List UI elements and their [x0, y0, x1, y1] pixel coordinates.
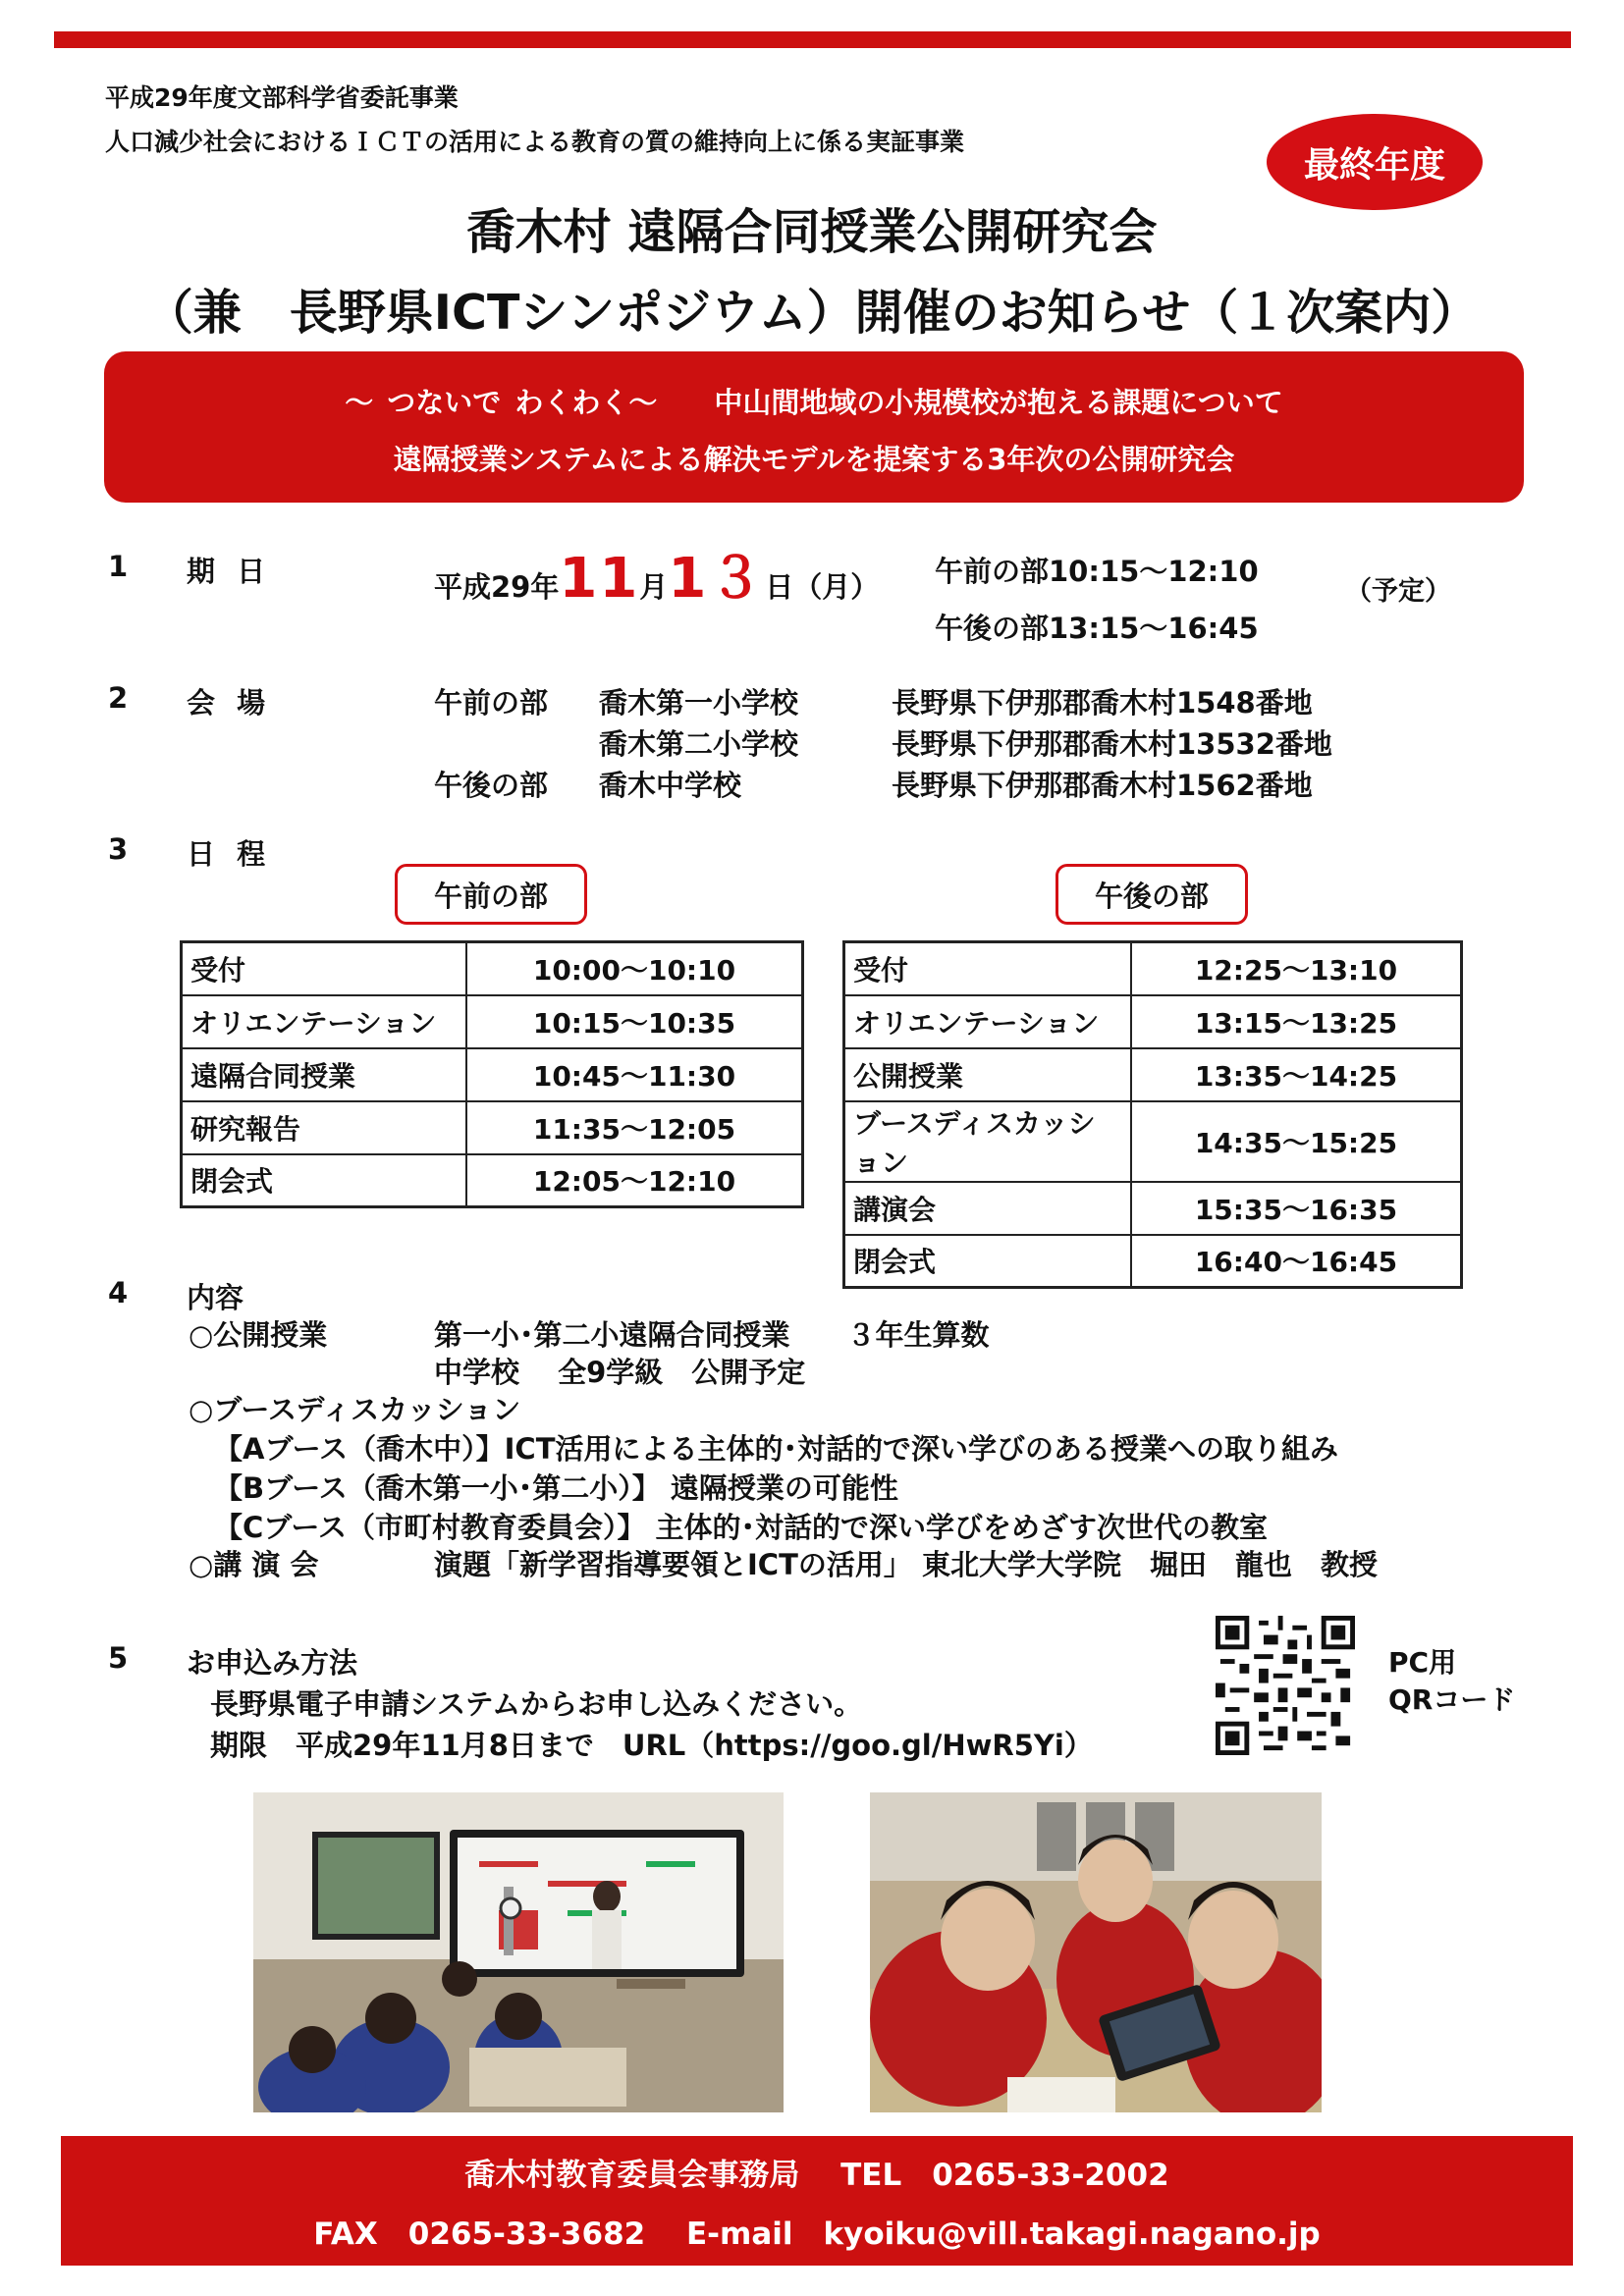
apply-deadline: 期限 平成29年11月8日まで URL（https://goo.gl/HwR5Yi） [210, 1729, 1093, 1762]
table-row [182, 995, 803, 1048]
schedule-time: 10:15～10:35 [466, 995, 803, 1048]
section-2-label: 会 場 [187, 686, 272, 720]
open-class-line-1: 第一小･第二小遠隔合同授業 ３年生算数 [434, 1318, 990, 1352]
schedule-time: 16:40～16:45 [1131, 1235, 1462, 1288]
schedule-time: 13:35～14:25 [1131, 1048, 1462, 1101]
table-row [182, 1154, 803, 1207]
schedule-item: オリエンテーション [844, 995, 1131, 1048]
venue-address: 長野県下伊那郡喬木村1562番地 [892, 769, 1313, 802]
date-month: 11 [559, 547, 640, 611]
schedule-item: 閉会式 [182, 1154, 466, 1207]
schedule-item: 研究報告 [182, 1101, 466, 1154]
schedule-time: 15:35～16:35 [1131, 1182, 1462, 1235]
qr-label-2: QRコード [1388, 1683, 1516, 1716]
open-class-label: ○公開授業 [189, 1318, 328, 1352]
header-subtitle-1: 平成29年度文部科学省委託事業 [105, 83, 459, 112]
pm-time: 午後の部13:15～16:45 [935, 612, 1259, 645]
am-schedule-table [180, 940, 804, 1208]
booth-a: 【Aブース（喬木中）】ICT活用による主体的･対話的で深い学びのある授業への取り組み [214, 1432, 1338, 1466]
pm-schedule-title: 午後の部 [1056, 864, 1248, 925]
classroom-photo-remote-lesson [253, 1792, 784, 2112]
header-subtitle-2: 人口減少社会におけるＩＣＴの活用による教育の質の維持向上に係る実証事業 [105, 128, 965, 156]
event-date [434, 535, 879, 614]
footer-contact-bar [61, 2136, 1573, 2266]
page-title: 喬木村 遠隔合同授業公開研究会 [466, 204, 1158, 260]
footer-fax-email: FAX 0265-33-3682 E-mail kyoiku@vill.takagi.nagano.jp [313, 2216, 1321, 2252]
date-day-unit: 日（月） [765, 570, 880, 604]
schedule-item: 講演会 [844, 1182, 1131, 1235]
banner-line-2: 遠隔授業システムによる解決モデルを提案する3年次の公開研究会 [393, 443, 1235, 476]
date-month-unit: 月 [639, 570, 669, 604]
booth-b: 【Bブース（喬木第一小･第二小）】 遠隔授業の可能性 [214, 1471, 898, 1505]
qr-code-icon[interactable] [1216, 1616, 1355, 1755]
table-row [182, 942, 803, 995]
classroom-photo-tablet-learning [870, 1792, 1322, 2112]
table-row [844, 1101, 1462, 1182]
theme-banner [104, 351, 1524, 503]
apply-line-1: 長野県電子申請システムからお申し込みください。 [210, 1687, 863, 1721]
schedule-time: 13:15～13:25 [1131, 995, 1462, 1048]
section-3-label: 日 程 [187, 837, 272, 871]
schedule-item: 受付 [182, 942, 466, 995]
date-era: 平成29年 [434, 570, 560, 604]
booth-c: 【Cブース（市町村教育委員会）】 主体的･対話的で深い学びをめざす次世代の教室 [214, 1511, 1269, 1544]
schedule-time: 14:35～15:25 [1131, 1101, 1462, 1182]
table-row [844, 1182, 1462, 1235]
table-row [844, 1235, 1462, 1288]
schedule-time: 10:00～10:10 [466, 942, 803, 995]
footer-office-tel: 喬木村教育委員会事務局 TEL 0265-33-2002 [464, 2158, 1169, 2193]
schedule-item: 公開授業 [844, 1048, 1131, 1101]
section-4-label: 内容 [187, 1281, 244, 1314]
table-row [844, 995, 1462, 1048]
table-row [844, 942, 1462, 995]
table-row [844, 1048, 1462, 1101]
table-row [182, 1101, 803, 1154]
venue-address: 長野県下伊那郡喬木村13532番地 [892, 727, 1332, 761]
schedule-time: 11:35～12:05 [466, 1101, 803, 1154]
section-1-number: 1 [108, 550, 129, 583]
venue-part: 午後の部 [434, 769, 549, 802]
lecture-label: ○講 演 会 [189, 1548, 319, 1581]
section-4-number: 4 [108, 1276, 129, 1309]
open-class-line-2: 中学校 全9学級 公開予定 [434, 1356, 806, 1389]
am-schedule-title: 午前の部 [395, 864, 587, 925]
venue-address: 長野県下伊那郡喬木村1548番地 [892, 686, 1313, 720]
schedule-time: 12:25～13:10 [1131, 942, 1462, 995]
schedule-time: 12:05～12:10 [466, 1154, 803, 1207]
schedule-item: ブースディスカッション [844, 1101, 1131, 1182]
lecture-text: 演題「新学習指導要領とICTの活用」 東北大学大学院 堀田 龍也 教授 [434, 1548, 1378, 1581]
schedule-item: オリエンテーション [182, 995, 466, 1048]
section-3-number: 3 [108, 832, 129, 866]
top-red-bar [54, 31, 1571, 48]
final-year-badge: 最終年度 [1267, 114, 1483, 210]
qr-label-1: PC用 [1388, 1646, 1457, 1679]
date-note: （予定） [1345, 576, 1451, 607]
schedule-time: 10:45～11:30 [466, 1048, 803, 1101]
venue-school: 喬木第一小学校 [599, 686, 799, 720]
banner-line-1: ～ つないで わくわく～ 中山間地域の小規模校が抱える課題について [345, 386, 1283, 419]
pm-schedule-table [842, 940, 1463, 1289]
section-5-number: 5 [108, 1641, 129, 1675]
venue-school: 喬木第二小学校 [599, 727, 799, 761]
venue-part: 午前の部 [434, 686, 549, 720]
section-5-label: お申込み方法 [187, 1646, 358, 1680]
schedule-item: 閉会式 [844, 1235, 1131, 1288]
booth-label: ○ブースディスカッション [189, 1393, 521, 1426]
venue-school: 喬木中学校 [599, 769, 742, 802]
table-row [182, 1048, 803, 1101]
schedule-item: 遠隔合同授業 [182, 1048, 466, 1101]
date-day: 1３ [668, 547, 766, 611]
am-time: 午前の部10:15～12:10 [935, 555, 1259, 588]
section-1-label: 期 日 [187, 555, 272, 588]
page-title-line-2: （兼 長野県ICTシンポジウム）開催のお知らせ（１次案内） [144, 285, 1480, 341]
section-2-number: 2 [108, 681, 129, 715]
schedule-item: 受付 [844, 942, 1131, 995]
